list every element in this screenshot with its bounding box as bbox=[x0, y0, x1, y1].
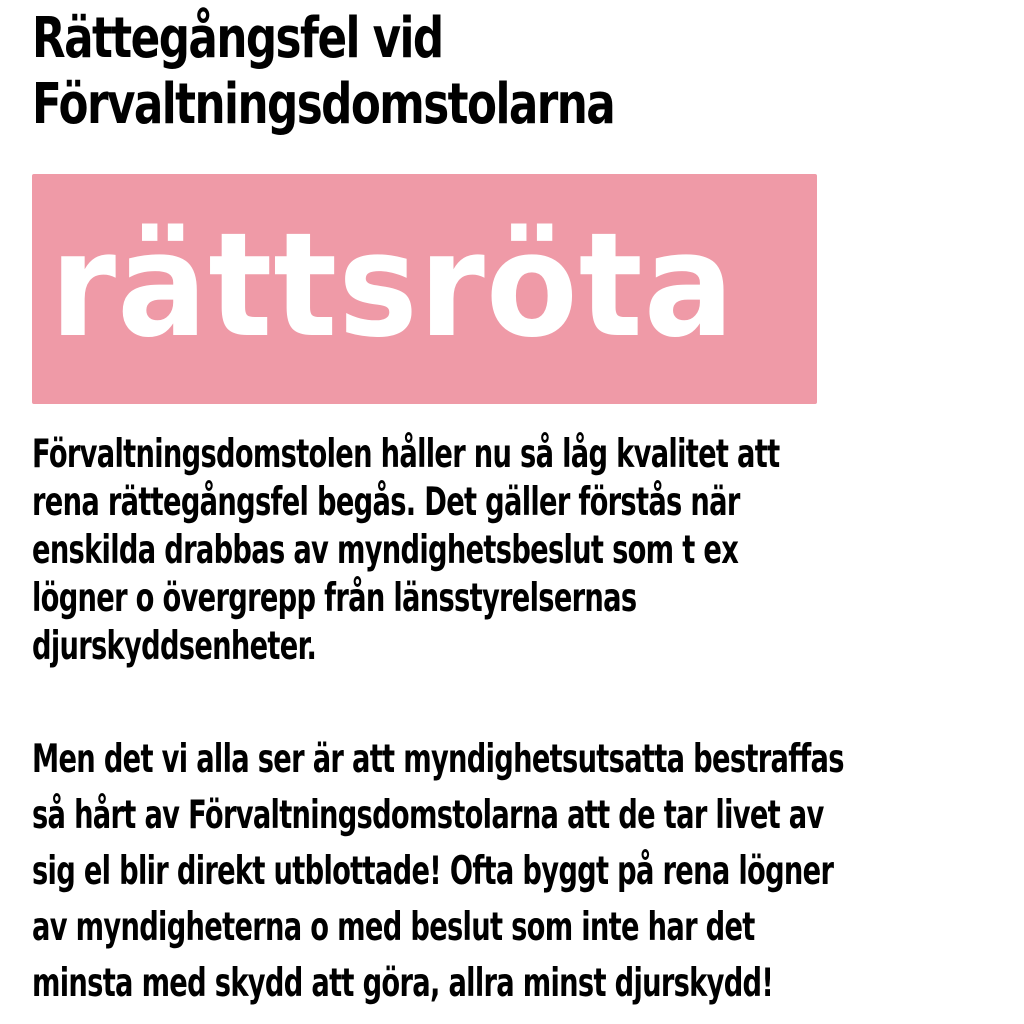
title-line-2: Förvaltningsdomstolarna bbox=[32, 72, 615, 137]
paragraph-1 bbox=[32, 431, 802, 671]
paragraph-2-line: av myndigheterna o med beslut som inte har det bbox=[32, 905, 755, 950]
paragraph-1-line: rena rättegångsfel begås. Det gäller förstås när bbox=[32, 480, 740, 525]
paragraph-2-line: minsta med skydd att göra, allra minst djurskydd! bbox=[32, 961, 774, 1006]
paragraph-1-line: djurskyddsenheter. bbox=[32, 624, 317, 669]
paragraph-1-line: lögner o övergrepp från länsstyrelsernas bbox=[32, 576, 637, 621]
paragraph-2-line: så hårt av Förvaltningsdomstolarna att de tar livet av bbox=[32, 793, 824, 838]
banner-word: rättsröta bbox=[50, 201, 735, 369]
paragraph-2-line: Men det vi alla ser är att myndighetsutsatta bestraffas bbox=[32, 737, 844, 782]
page-title bbox=[32, 6, 781, 138]
paragraph-1-line: Förvaltningsdomstolen håller nu så låg kvalitet att bbox=[32, 432, 780, 477]
paragraph-1-line: enskilda drabbas av myndighetsbeslut som t ex bbox=[32, 528, 739, 573]
highlight-banner bbox=[32, 174, 817, 404]
title-line-1: Rättegångsfel vid bbox=[32, 6, 443, 71]
paragraph-2-line: sig el blir direkt utblottade! Ofta byggt på rena lögner bbox=[32, 849, 834, 894]
paragraph-2 bbox=[32, 732, 844, 1012]
